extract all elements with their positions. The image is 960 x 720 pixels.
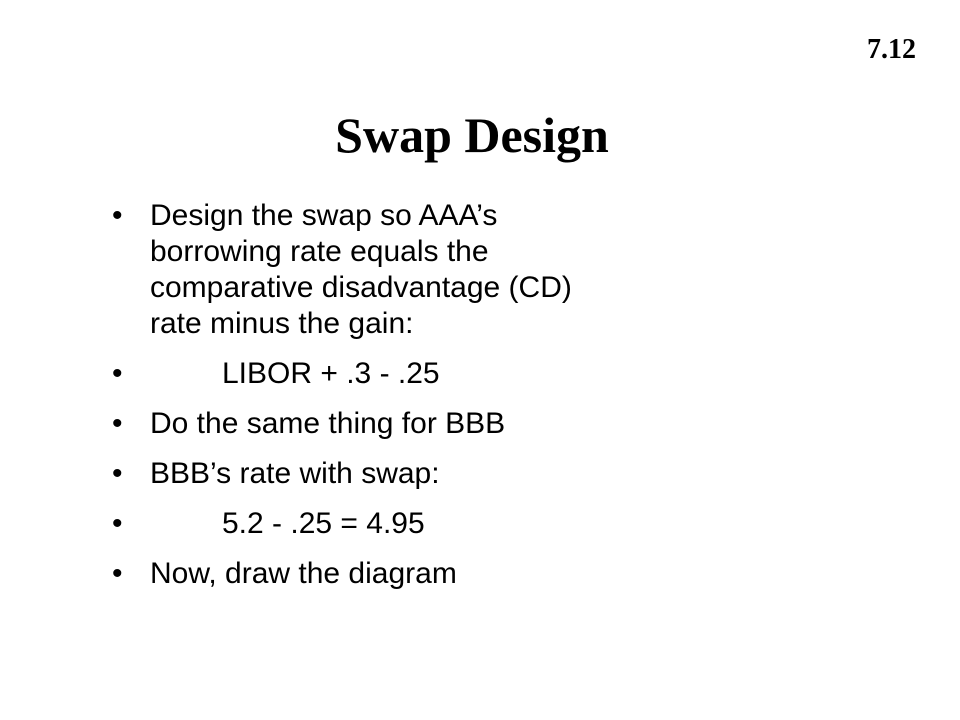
bullet-item xyxy=(112,406,732,442)
bullet-marker: • xyxy=(112,507,123,540)
bullet-line: Design the swap so AAA’s xyxy=(150,199,498,232)
bullet-item xyxy=(112,456,732,492)
bullet-item xyxy=(112,356,732,392)
bullet-text: Do the same thing for BBB xyxy=(150,407,506,440)
bullet-list xyxy=(112,198,732,606)
bullet-line: borrowing rate equals the xyxy=(150,235,489,268)
bullet-marker: • xyxy=(112,457,123,490)
bullet-text xyxy=(150,198,572,342)
bullet-marker: • xyxy=(112,407,123,440)
slide-title: Swap Design xyxy=(335,107,609,163)
bullet-item xyxy=(112,556,732,592)
bullet-marker: • xyxy=(112,199,123,232)
bullet-line: comparative disadvantage (CD) xyxy=(150,271,572,304)
slide-number: 7.12 xyxy=(867,34,916,65)
bullet-text: 5.2 - .25 = 4.95 xyxy=(222,507,425,540)
bullet-item xyxy=(112,506,732,542)
bullet-line: rate minus the gain: xyxy=(150,307,414,340)
bullet-marker: • xyxy=(112,557,123,590)
bullet-item xyxy=(112,198,732,342)
bullet-text: LIBOR + .3 - .25 xyxy=(222,357,440,390)
bullet-text: Now, draw the diagram xyxy=(150,557,457,590)
bullet-marker: • xyxy=(112,357,123,390)
bullet-text: BBB’s rate with swap: xyxy=(150,457,440,490)
